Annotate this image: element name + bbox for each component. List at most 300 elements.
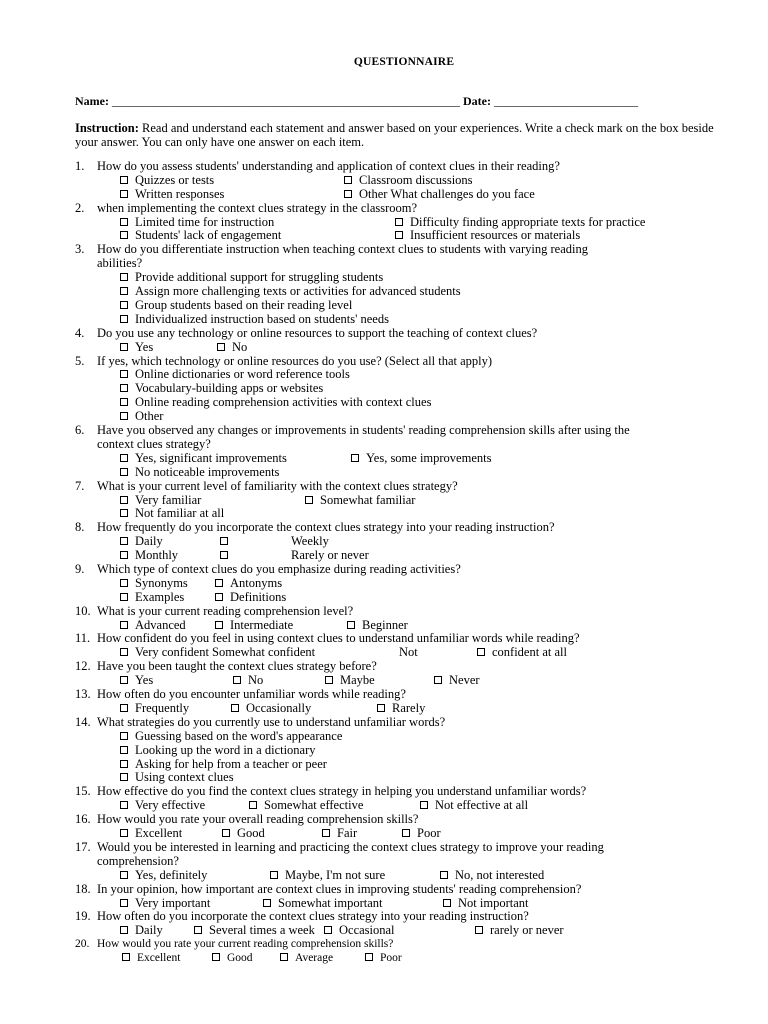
instruction-label: Instruction: [75, 121, 139, 135]
checkbox-icon[interactable] [233, 676, 241, 684]
answer-option-label: Group students based on their reading level [135, 297, 353, 312]
checkbox-icon[interactable] [120, 732, 128, 740]
answer-option[interactable] [220, 549, 235, 563]
question-item [75, 605, 735, 633]
answer-option-label: Asking for help from a teacher or peer [135, 756, 327, 771]
answer-option-label: Very effective [135, 798, 206, 813]
checkbox-icon[interactable] [351, 454, 359, 462]
answer-option-label: Yes [135, 339, 154, 354]
checkbox-icon[interactable] [120, 676, 128, 684]
answer-option-label: Never [449, 673, 480, 688]
question-text: What is your current reading comprehension level? [97, 603, 354, 618]
question-line [75, 605, 735, 619]
answer-option[interactable] [420, 799, 528, 813]
answer-option[interactable] [120, 577, 188, 591]
answer-option-label: No, not interested [455, 867, 545, 882]
checkbox-icon[interactable] [395, 231, 403, 239]
answer-option[interactable] [120, 771, 234, 785]
option-row [75, 494, 735, 508]
question-number: 14. [75, 714, 91, 729]
answer-option[interactable] [233, 674, 263, 688]
checkbox-icon[interactable] [120, 926, 128, 934]
question-text: when implementing the context clues strategy in the classroom? [97, 200, 418, 215]
answer-option-label: Other What challenges do you face [359, 186, 535, 201]
answer-option-label: Intermediate [230, 617, 294, 632]
checkbox-icon[interactable] [231, 704, 239, 712]
option-row [75, 341, 735, 355]
question-item [75, 160, 735, 202]
answer-option[interactable] [270, 869, 385, 883]
answer-option-label: Fair [337, 826, 358, 841]
answer-option-label: Yes, some improvements [366, 450, 492, 465]
question-item [75, 202, 735, 244]
answer-option[interactable] [120, 591, 184, 605]
answer-option-label: Limited time for instruction [135, 214, 275, 229]
answer-option-label: Maybe [340, 673, 375, 688]
checkbox-icon[interactable] [120, 468, 128, 476]
checkbox-icon[interactable] [120, 648, 128, 656]
question-item [75, 910, 735, 938]
answer-option-label: Somewhat important [278, 895, 383, 910]
answer-option-label: Provide additional support for struggling students [135, 270, 384, 285]
answer-option[interactable] [120, 646, 315, 660]
answer-option-label: Advanced [135, 617, 186, 632]
instruction-text: Read and understand each statement and answer based on your experiences. Write a check mark on the box beside your answer. You can only have one answer on each item. [75, 121, 714, 149]
answer-option-label: Excellent [137, 952, 181, 965]
answer-option[interactable] [215, 577, 282, 591]
checkbox-icon[interactable] [377, 704, 385, 712]
option-row [75, 188, 735, 202]
answer-option[interactable] [120, 216, 274, 230]
answer-option[interactable] [120, 396, 431, 410]
question-line [75, 480, 735, 494]
question-number: 19. [75, 909, 91, 924]
answer-option-label: Rarely [392, 700, 426, 715]
page-title: QUESTIONNAIRE [353, 56, 455, 68]
question-item [75, 813, 735, 841]
option-row [75, 368, 735, 382]
checkbox-icon[interactable] [220, 537, 228, 545]
answer-option[interactable] [324, 924, 395, 938]
option-row [75, 174, 735, 188]
question-item [75, 424, 735, 480]
checkbox-icon[interactable] [280, 953, 288, 961]
answer-option-label: Somewhat familiar [320, 492, 416, 507]
answer-option[interactable] [120, 452, 287, 466]
answer-option[interactable] [443, 897, 528, 911]
question-item [75, 355, 735, 424]
answer-option-label: Not important [458, 895, 529, 910]
answer-option[interactable] [120, 174, 214, 188]
answer-option[interactable] [325, 674, 375, 688]
question-number: 17. [75, 839, 91, 854]
answer-option-label: Good [227, 952, 253, 965]
checkbox-icon[interactable] [222, 829, 230, 837]
question-text: Have you been taught the context clues strategy before? [97, 659, 377, 674]
option-row [75, 619, 735, 633]
answer-option[interactable] [120, 271, 383, 285]
question-text: What strategies do you currently use to understand unfamiliar words? [97, 714, 446, 729]
answer-option[interactable] [120, 549, 178, 563]
checkbox-icon[interactable] [120, 315, 128, 323]
answer-option-label: Excellent [135, 826, 183, 841]
answer-option[interactable] [249, 799, 363, 813]
answer-option[interactable] [351, 452, 491, 466]
option-row [75, 730, 735, 744]
checkbox-icon[interactable] [344, 176, 352, 184]
option-row [75, 313, 735, 327]
question-item [75, 521, 735, 563]
answer-option-label: Beginner [362, 617, 408, 632]
answer-option[interactable] [215, 619, 293, 633]
option-row [75, 771, 735, 785]
checkbox-icon[interactable] [122, 953, 130, 961]
question-number: 20. [75, 938, 90, 951]
answer-option[interactable] [217, 341, 247, 355]
question-line [75, 785, 735, 799]
question-line [75, 883, 735, 897]
checkbox-icon[interactable] [434, 676, 442, 684]
answer-option[interactable] [120, 466, 279, 480]
answer-option[interactable] [291, 535, 329, 549]
answer-option-label: Occasional [339, 923, 395, 938]
checkbox-icon[interactable] [120, 231, 128, 239]
answer-option[interactable] [305, 494, 415, 508]
answer-option-label: rarely or never [490, 923, 564, 938]
option-row [75, 216, 735, 230]
checkbox-icon[interactable] [270, 871, 278, 879]
answer-option[interactable] [402, 827, 441, 841]
checkbox-icon[interactable] [120, 773, 128, 781]
answer-option[interactable] [434, 674, 480, 688]
question-line [75, 243, 735, 257]
checkbox-icon[interactable] [120, 801, 128, 809]
question-text: In your opinion, how important are context clues in improving students' reading comprehension? [97, 881, 582, 896]
answer-option-label: Assign more challenging texts or activities for advanced students [135, 284, 461, 299]
checkbox-icon[interactable] [475, 926, 483, 934]
question-number: 16. [75, 812, 91, 827]
answer-option[interactable] [120, 619, 186, 633]
answer-option-label: No [248, 673, 264, 688]
answer-option-label: Not [399, 645, 418, 660]
answer-option[interactable] [120, 410, 163, 424]
option-row [75, 396, 735, 410]
option-row [75, 299, 735, 313]
checkbox-icon[interactable] [120, 899, 128, 907]
checkbox-icon[interactable] [120, 537, 128, 545]
answer-option[interactable] [120, 674, 153, 688]
checkbox-icon[interactable] [365, 953, 373, 961]
answer-option[interactable] [120, 299, 352, 313]
answer-option[interactable] [120, 341, 153, 355]
option-row [75, 591, 735, 605]
answer-option-label: Online dictionaries or word reference tools [135, 367, 350, 382]
answer-option[interactable] [475, 924, 564, 938]
answer-option-label: Classroom discussions [359, 172, 473, 187]
checkbox-icon[interactable] [120, 287, 128, 295]
answer-option-label: Not familiar at all [135, 506, 225, 521]
answer-option[interactable] [215, 591, 286, 605]
question-number: 13. [75, 687, 91, 702]
question-number: 12. [75, 659, 91, 674]
name-date-row [75, 95, 715, 109]
checkbox-icon[interactable] [120, 398, 128, 406]
checkbox-icon[interactable] [120, 190, 128, 198]
option-row [75, 549, 735, 563]
checkbox-icon[interactable] [440, 871, 448, 879]
checkbox-icon[interactable] [215, 579, 223, 587]
question-item [75, 785, 735, 813]
checkbox-icon[interactable] [322, 829, 330, 837]
question-number: 5. [75, 353, 85, 368]
question-item [75, 938, 735, 965]
checkbox-icon[interactable] [120, 746, 128, 754]
answer-option[interactable] [347, 619, 408, 633]
answer-option[interactable] [344, 188, 535, 202]
instruction-paragraph [75, 122, 725, 150]
answer-option-label: Occasionally [246, 700, 312, 715]
answer-option-label: Vocabulary-building apps or websites [135, 381, 324, 396]
checkbox-icon[interactable] [120, 496, 128, 504]
checkbox-icon[interactable] [120, 829, 128, 837]
answer-option-label: Not effective at all [435, 798, 529, 813]
question-number: 15. [75, 784, 91, 799]
answer-option[interactable] [120, 827, 182, 841]
option-row [75, 535, 735, 549]
question-number: 2. [75, 200, 85, 215]
question-text: How would you rate your overall reading comprehension skills? [97, 812, 419, 827]
question-text: How do you assess students' understanding and application of context clues in their reading? [97, 159, 560, 173]
answer-option[interactable] [120, 188, 224, 202]
question-text: How frequently do you incorporate the context clues strategy into your reading instruction? [97, 520, 555, 535]
answer-option[interactable] [120, 229, 281, 243]
checkbox-icon[interactable] [120, 593, 128, 601]
option-row [75, 897, 735, 911]
question-line [75, 938, 735, 952]
checkbox-icon[interactable] [120, 760, 128, 768]
checkbox-icon[interactable] [194, 926, 202, 934]
answer-option[interactable] [120, 758, 327, 772]
question-text-continuation: abilities? [97, 256, 143, 271]
question-line [75, 160, 735, 174]
answer-option-label: Guessing based on the word's appearance [135, 728, 343, 743]
question-number: 4. [75, 325, 85, 340]
answer-option[interactable] [120, 382, 323, 396]
answer-option[interactable] [120, 924, 163, 938]
option-row [75, 577, 735, 591]
question-number: 8. [75, 520, 85, 535]
checkbox-icon[interactable] [212, 953, 220, 961]
checkbox-icon[interactable] [215, 593, 223, 601]
answer-option[interactable] [120, 313, 389, 327]
question-text-continuation: context clues strategy? [97, 436, 211, 451]
question-text: How often do you encounter unfamiliar words while reading? [97, 687, 406, 702]
question-line [75, 424, 735, 438]
answer-option-label: Good [237, 826, 265, 841]
checkbox-icon[interactable] [120, 343, 128, 351]
answer-option[interactable] [377, 702, 425, 716]
question-text: How do you differentiate instruction when teaching context clues to students with varying reading [97, 242, 588, 257]
answer-option-label: Antonyms [230, 575, 283, 590]
answer-option[interactable] [120, 744, 316, 758]
option-row [75, 827, 735, 841]
question-line [75, 521, 735, 535]
option-row [75, 285, 735, 299]
answer-option[interactable] [395, 229, 580, 243]
checkbox-icon[interactable] [120, 412, 128, 420]
answer-option-label: Quizzes or tests [135, 172, 215, 187]
question-line [75, 716, 735, 730]
answer-option[interactable] [120, 702, 189, 716]
answer-option-label: Yes [135, 673, 154, 688]
checkbox-icon[interactable] [120, 509, 128, 517]
answer-option-label: Very important [135, 895, 211, 910]
date-field-line[interactable]: ________________________ [493, 94, 638, 108]
checkbox-icon[interactable] [443, 899, 451, 907]
checkbox-icon[interactable] [402, 829, 410, 837]
answer-option[interactable] [120, 869, 207, 883]
answer-option[interactable] [120, 535, 163, 549]
checkbox-icon[interactable] [420, 801, 428, 809]
answer-option-label: Students' lack of engagement [135, 228, 282, 243]
checkbox-icon[interactable] [120, 871, 128, 879]
answer-option-label: Definitions [230, 589, 287, 604]
answer-option-label: Several times a week [209, 923, 315, 938]
checkbox-icon[interactable] [347, 621, 355, 629]
question-item [75, 716, 735, 785]
option-row [75, 924, 735, 938]
answer-option[interactable] [120, 507, 224, 521]
answer-option[interactable] [220, 535, 235, 549]
question-number: 18. [75, 881, 91, 896]
question-number: 10. [75, 603, 91, 618]
answer-option-label: No [232, 339, 248, 354]
question-text: How would you rate your current reading comprehension skills? [97, 938, 394, 951]
question-line [75, 563, 735, 577]
answer-option[interactable] [194, 924, 315, 938]
checkbox-icon[interactable] [120, 370, 128, 378]
checkbox-icon[interactable] [120, 273, 128, 281]
checkbox-icon[interactable] [477, 648, 485, 656]
question-text: How often do you incorporate the context clues strategy into your reading instruction? [97, 909, 529, 924]
answer-option-label: Poor [380, 952, 402, 965]
answer-option-label: Weekly [291, 534, 329, 549]
answer-option-label: Yes, definitely [135, 867, 208, 882]
question-line [75, 660, 735, 674]
date-label: Date: [462, 94, 491, 108]
question-text: What is your current level of familiarity with the context clues strategy? [97, 478, 458, 493]
checkbox-icon[interactable] [120, 579, 128, 587]
answer-option[interactable] [263, 897, 383, 911]
checkbox-icon[interactable] [305, 496, 313, 504]
option-row [75, 466, 735, 480]
answer-option-label: No noticeable improvements [135, 464, 280, 479]
answer-option[interactable] [344, 174, 473, 188]
answer-option[interactable] [120, 368, 350, 382]
answer-option[interactable] [122, 952, 180, 966]
answer-option-label: Individualized instruction based on students' needs [135, 311, 389, 326]
answer-option-label: Online reading comprehension activities with context clues [135, 395, 432, 410]
answer-option[interactable] [231, 702, 311, 716]
option-row [75, 702, 735, 716]
checkbox-icon[interactable] [120, 621, 128, 629]
option-row [75, 646, 735, 660]
answer-option-label: Looking up the word in a dictionary [135, 742, 316, 757]
answer-option[interactable] [222, 827, 265, 841]
checkbox-icon[interactable] [120, 176, 128, 184]
checkbox-icon[interactable] [215, 621, 223, 629]
answer-option[interactable] [120, 799, 205, 813]
checkbox-icon[interactable] [120, 454, 128, 462]
answer-option[interactable] [212, 952, 253, 966]
question-line [75, 688, 735, 702]
question-item [75, 563, 735, 605]
question-text: Have you observed any changes or improvements in students' reading comprehension skills after using the [97, 423, 630, 438]
question-number: 7. [75, 478, 85, 493]
checkbox-icon[interactable] [220, 551, 228, 559]
question-item [75, 243, 735, 326]
answer-option[interactable] [477, 646, 567, 660]
answer-option-label: Very confident Somewhat confident [135, 645, 316, 660]
answer-option[interactable] [280, 952, 333, 966]
question-item [75, 660, 735, 688]
question-number: 11. [75, 631, 91, 646]
question-item [75, 688, 735, 716]
option-row [75, 452, 735, 466]
question-text: How confident do you feel in using context clues to understand unfamiliar words while reading? [97, 631, 580, 646]
option-row [75, 271, 735, 285]
answer-option[interactable] [322, 827, 357, 841]
answer-option[interactable] [399, 646, 418, 660]
checkbox-icon[interactable] [263, 899, 271, 907]
answer-option[interactable] [120, 494, 201, 508]
checkbox-icon[interactable] [324, 926, 332, 934]
question-item [75, 883, 735, 911]
answer-option[interactable] [120, 730, 342, 744]
name-label: Name: [75, 94, 109, 108]
answer-option[interactable] [365, 952, 402, 966]
answer-option[interactable] [120, 285, 461, 299]
name-field-line[interactable]: __________________________________________________________ [111, 94, 460, 108]
checkbox-icon[interactable] [120, 301, 128, 309]
checkbox-icon[interactable] [217, 343, 225, 351]
checkbox-icon[interactable] [120, 218, 128, 226]
checkbox-icon[interactable] [120, 704, 128, 712]
checkbox-icon[interactable] [344, 190, 352, 198]
checkbox-icon[interactable] [120, 384, 128, 392]
question-text: Do you use any technology or online resources to support the teaching of context clues? [97, 325, 538, 340]
answer-option-label: Maybe, I'm not sure [285, 867, 386, 882]
answer-option[interactable] [291, 549, 369, 563]
answer-option-label: Yes, significant improvements [135, 450, 287, 465]
answer-option-label: Written responses [135, 186, 225, 201]
option-row [75, 952, 735, 966]
question-text: If yes, which technology or online resources do you use? (Select all that apply) [97, 353, 493, 368]
checkbox-icon[interactable] [120, 551, 128, 559]
answer-option[interactable] [120, 897, 210, 911]
answer-option[interactable] [395, 216, 645, 230]
checkbox-icon[interactable] [249, 801, 257, 809]
answer-option[interactable] [440, 869, 544, 883]
option-row [75, 869, 735, 883]
checkbox-icon[interactable] [325, 676, 333, 684]
question-line [75, 910, 735, 924]
answer-option-label: Somewhat effective [264, 798, 364, 813]
checkbox-icon[interactable] [395, 218, 403, 226]
answer-option-label: Average [295, 952, 334, 965]
question-line [75, 632, 735, 646]
question-text-continuation: comprehension? [97, 853, 179, 868]
